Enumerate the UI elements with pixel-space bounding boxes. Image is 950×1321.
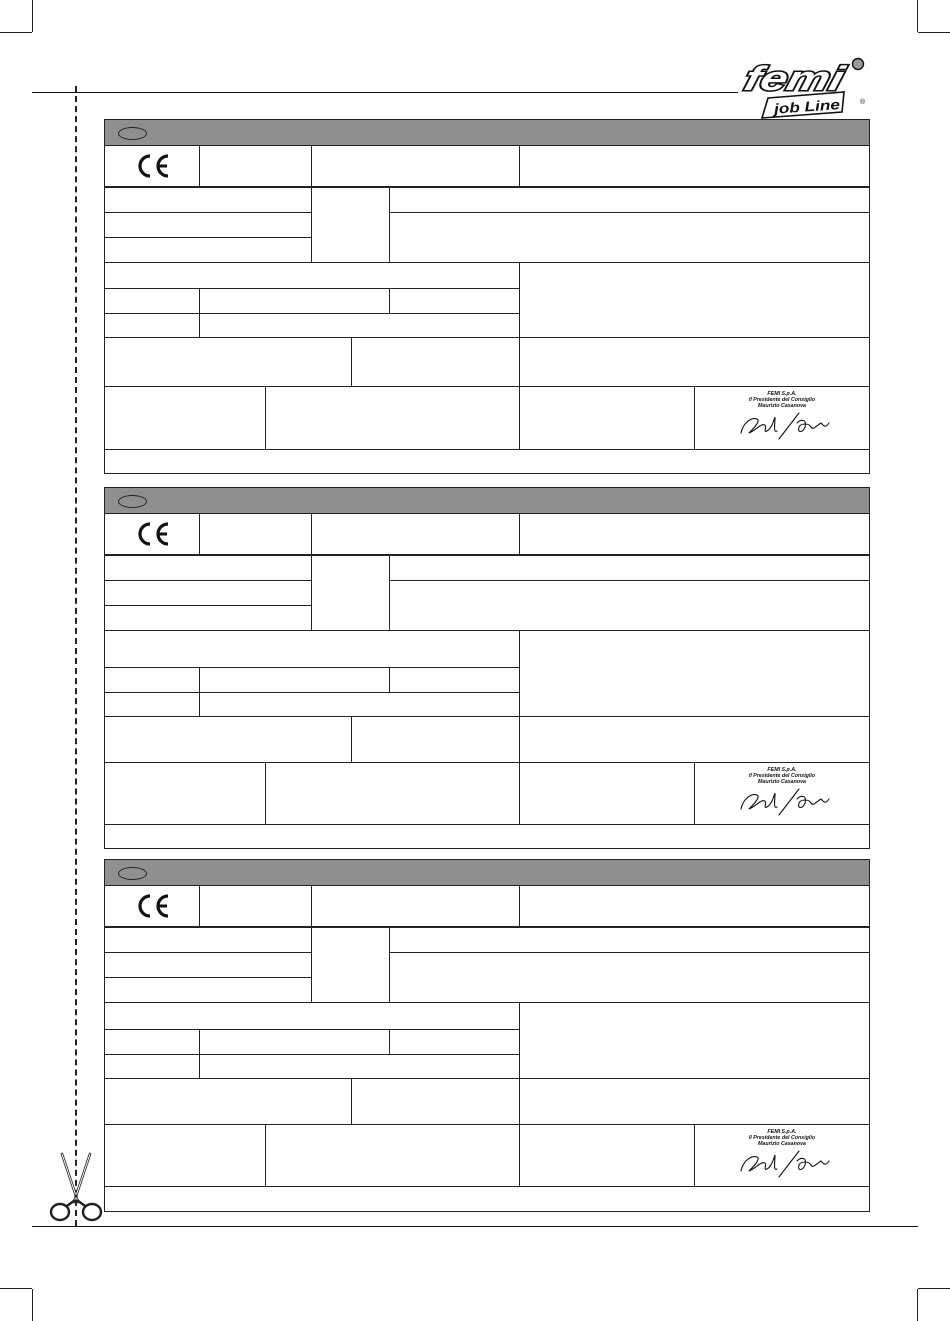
divider bbox=[199, 885, 200, 927]
divider bbox=[199, 668, 200, 716]
divider bbox=[265, 1125, 266, 1187]
divider bbox=[389, 927, 390, 1003]
ce-mark-icon bbox=[135, 893, 171, 919]
handwritten-signature bbox=[737, 1147, 833, 1179]
divider bbox=[389, 952, 869, 953]
divider bbox=[199, 1030, 200, 1078]
divider bbox=[105, 554, 869, 556]
divider bbox=[311, 885, 312, 927]
footer-rule bbox=[32, 1226, 918, 1227]
language-oval bbox=[118, 495, 147, 508]
divider bbox=[389, 668, 390, 692]
divider bbox=[105, 288, 519, 289]
signature-name: Maurizio Casanova bbox=[758, 779, 806, 785]
declaration-form-1 bbox=[104, 119, 870, 475]
divider bbox=[105, 1029, 519, 1030]
divider bbox=[105, 952, 311, 953]
form-header-bar bbox=[104, 487, 870, 514]
divider bbox=[105, 1078, 869, 1079]
divider bbox=[519, 763, 520, 825]
divider bbox=[519, 631, 520, 716]
signature-name: Maurizio Casanova bbox=[758, 1141, 806, 1147]
divider bbox=[519, 1079, 520, 1124]
crop-mark-bottom-left-v bbox=[32, 1289, 33, 1321]
divider bbox=[519, 1003, 520, 1078]
divider bbox=[105, 1002, 869, 1003]
divider bbox=[105, 186, 869, 188]
divider bbox=[199, 289, 200, 337]
divider bbox=[105, 1054, 519, 1055]
handwritten-signature bbox=[737, 785, 833, 817]
divider bbox=[389, 555, 390, 631]
signature-company: FEMI S.p.A. bbox=[767, 1129, 797, 1135]
divider bbox=[199, 145, 200, 187]
crop-mark-bottom-left-h bbox=[0, 1288, 32, 1289]
language-oval bbox=[118, 867, 147, 880]
divider bbox=[199, 513, 200, 555]
divider bbox=[311, 927, 312, 1003]
signature-role: Il Presidente del Consiglio bbox=[748, 773, 816, 779]
divider bbox=[105, 977, 311, 978]
divider bbox=[311, 513, 312, 555]
divider bbox=[519, 717, 520, 762]
divider bbox=[389, 580, 869, 581]
logo-dot bbox=[853, 59, 864, 70]
divider bbox=[105, 630, 869, 631]
signature-role: Il Presidente del Consiglio bbox=[748, 397, 816, 403]
signature-block bbox=[695, 763, 869, 825]
divider bbox=[311, 555, 312, 631]
femi-logo bbox=[738, 52, 870, 122]
cut-line bbox=[75, 86, 77, 1226]
divider bbox=[265, 763, 266, 825]
form-body bbox=[104, 513, 870, 849]
divider bbox=[105, 692, 519, 693]
divider bbox=[351, 717, 352, 762]
divider bbox=[519, 387, 520, 450]
divider bbox=[105, 262, 869, 263]
divider bbox=[519, 513, 520, 555]
divider bbox=[105, 337, 869, 338]
divider bbox=[519, 885, 520, 927]
divider bbox=[105, 237, 311, 238]
divider bbox=[389, 1030, 390, 1054]
divider bbox=[519, 263, 520, 337]
divider bbox=[265, 387, 266, 450]
signature-block bbox=[695, 387, 869, 449]
crop-mark-bottom-right-v bbox=[917, 1289, 918, 1321]
divider bbox=[351, 1079, 352, 1124]
divider bbox=[311, 187, 312, 263]
divider bbox=[105, 605, 311, 606]
divider bbox=[519, 145, 520, 187]
form-header-bar bbox=[104, 859, 870, 886]
declaration-form-3 bbox=[104, 859, 870, 1212]
divider bbox=[105, 580, 311, 581]
divider bbox=[389, 212, 869, 213]
divider bbox=[519, 338, 520, 386]
signature-role: Il Presidente del Consiglio bbox=[748, 1135, 816, 1141]
divider bbox=[105, 716, 869, 717]
divider bbox=[105, 449, 869, 450]
logo-word: femi bbox=[740, 60, 820, 98]
logo-sub: job Line bbox=[773, 96, 829, 117]
crop-mark-top-left-v bbox=[32, 0, 33, 32]
divider bbox=[519, 1125, 520, 1187]
crop-mark-top-right-h bbox=[918, 32, 950, 33]
divider bbox=[351, 338, 352, 386]
divider bbox=[105, 212, 311, 213]
declaration-form-2 bbox=[104, 487, 870, 849]
signature-company: FEMI S.p.A. bbox=[767, 767, 797, 773]
handwritten-signature bbox=[737, 409, 833, 441]
scissors-icon bbox=[48, 1152, 104, 1224]
divider bbox=[311, 145, 312, 187]
ce-mark-icon bbox=[135, 521, 171, 547]
language-oval bbox=[118, 127, 147, 140]
signature-company: FEMI S.p.A. bbox=[767, 391, 797, 397]
divider bbox=[105, 926, 869, 928]
divider bbox=[389, 187, 390, 263]
header-rule bbox=[32, 92, 738, 93]
signature-name: Maurizio Casanova bbox=[758, 403, 806, 409]
divider bbox=[389, 289, 390, 313]
crop-mark-top-left-h bbox=[0, 32, 32, 33]
signature-block bbox=[695, 1125, 869, 1187]
form-body bbox=[104, 885, 870, 1212]
ce-mark-icon bbox=[135, 153, 171, 179]
crop-mark-top-right-v bbox=[917, 0, 918, 32]
registered-mark: ® bbox=[860, 99, 866, 106]
crop-mark-bottom-right-h bbox=[918, 1288, 950, 1289]
divider bbox=[105, 313, 519, 314]
divider bbox=[105, 667, 519, 668]
form-body bbox=[104, 145, 870, 474]
form-header-bar bbox=[104, 119, 870, 146]
